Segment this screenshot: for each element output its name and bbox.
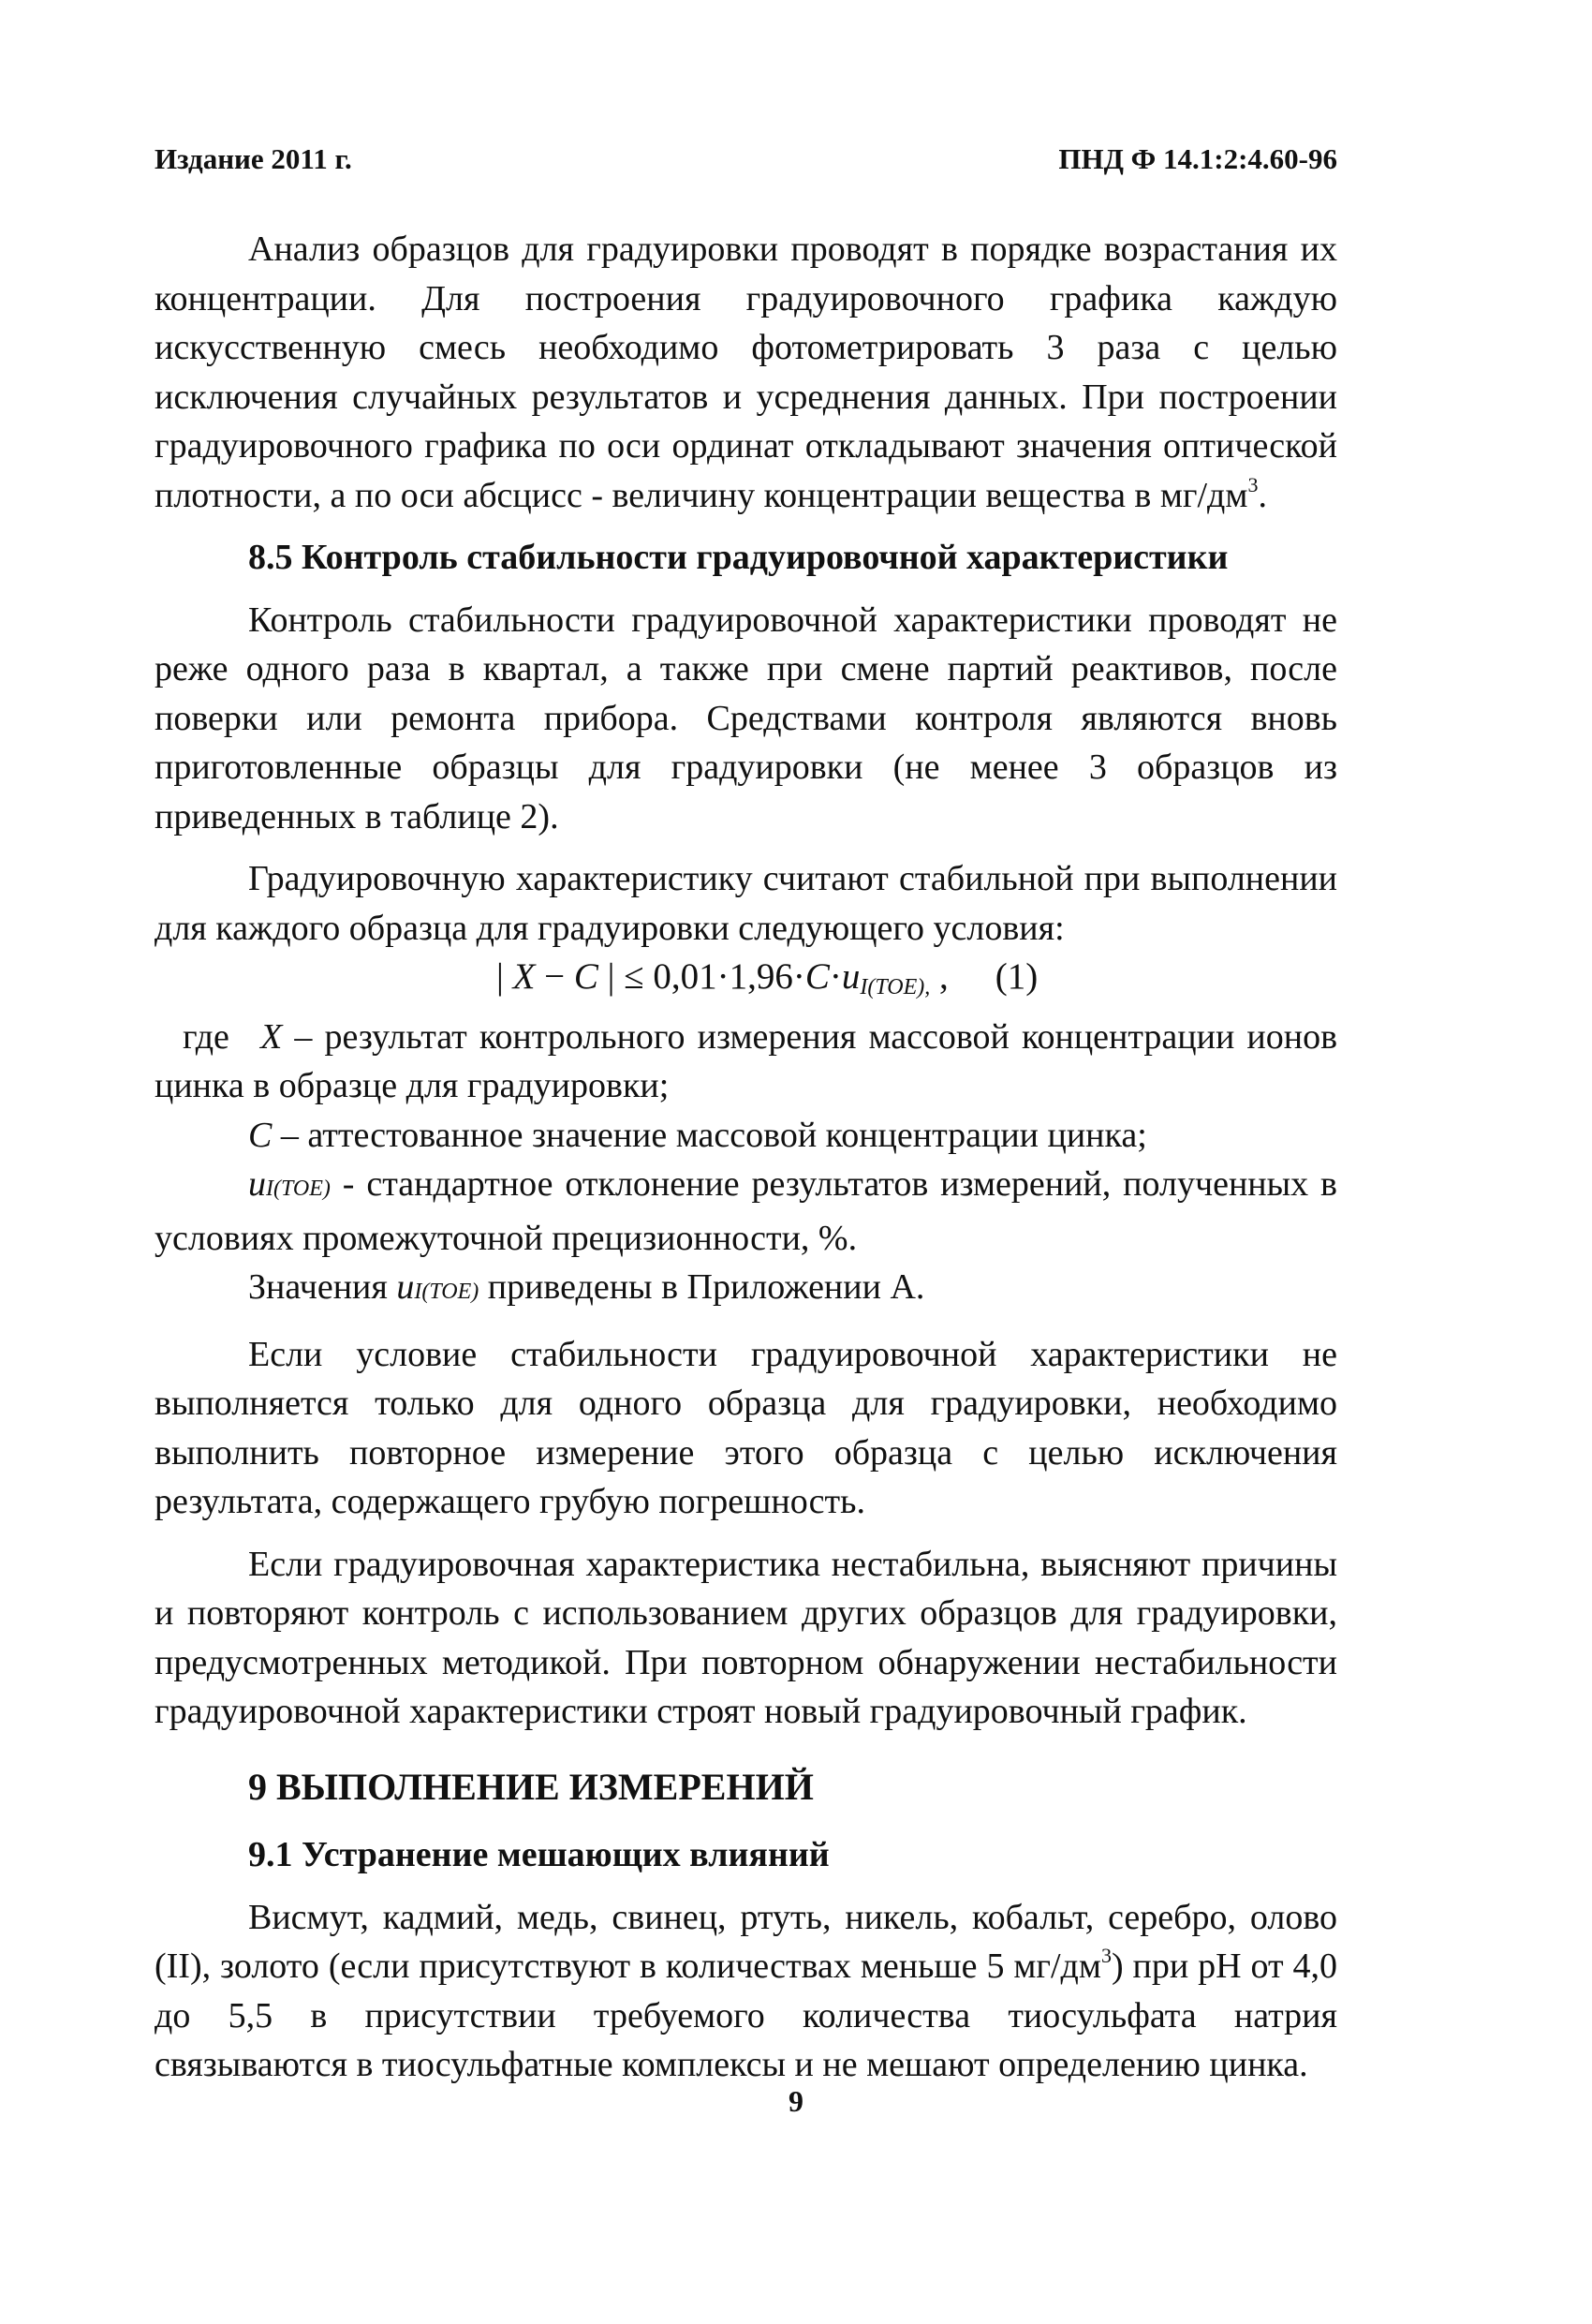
paragraph-analysis: Анализ образцов для градуировки проводят в порядке возрастания их концентрации. Для построения градуировочного графика каждую искусственную смесь необходимо фотометрировать 3 раза с целью исключения случайных результатов и усреднения данных. При построении градуировочного графика по оси ординат откладывают значения оптической плотности, а по оси абсцисс - величину концентрации вещества в $мг/дм^3$.	[155, 229, 1337, 515]
paragraph-values: Значения uI(TOE) приведены в Приложении А.	[248, 1267, 925, 1307]
definition-c: C – аттестованное значение массовой концентрации цинка;	[248, 1115, 1147, 1155]
paragraph-interference: Висмут, кадмий, медь, свинец, ртуть, никель, кобальт, серебро, олово (II), золото (если присутствуют в количествах меньше 5 $мг/дм^3$) при pH от 4,0 до 5,5 в присутствии требуемого количества тиосульфата натрия связываются в тиосульфатные комплексы и не мешают определению цинка.	[155, 1897, 1338, 2084]
paragraph-unstable: Если градуировочная характеристика нестабильна, выясняют причины и повторяют контроль с использованием других образцов для градуировки, предусмотренных методикой. При повторном обнаружении нестабильности градуировочной характеристики строят новый градуировочный график.	[155, 1544, 1337, 1731]
section-9-1-title: 9.1 Устранение мешающих влияний	[248, 1835, 830, 1874]
section-8-5-title: 8.5 Контроль стабильности градуировочной характеристики	[248, 538, 1229, 577]
formula-number: (1)	[995, 956, 1039, 997]
document-code: ПНД Ф 14.1:2:4.60-96	[1058, 142, 1337, 175]
formula-1: | X − C | ≤ $0,01\cdot 1,96\cdot C\cdot u_{I(TOE),}$ , (1)	[155, 953, 1337, 1013]
edition-label: Издание 2011 г.	[155, 142, 352, 175]
document-body	[155, 225, 1337, 2090]
paragraph-control: Контроль стабильности градуировочной характеристики проводят не реже одного раза в квартал, а также при смене партий реактивов, после поверки или ремонта прибора. Средствами контроля являются вновь приготовленные образцы для градуировки (не менее 3 образцов из приведенных в таблице 2).	[155, 600, 1337, 836]
definition-x: где X – результат контрольного измерения массовой концентрации ионов цинка в образце для градуировки;	[155, 1016, 1338, 1105]
definition-u: uI(TOE) - стандартное отклонение результатов измерений, полученных в условиях промежуточной прецизионности, %.	[155, 1164, 1337, 1258]
paragraph-repeat: Если условие стабильности градуировочной характеристики не выполняется только для одного образца для градуировки, необходимо выполнить повторное измерение этого образца с целью исключения результата, содержащего грубую погрешность.	[155, 1334, 1337, 1521]
paragraph-condition: Градуировочную характеристику считают стабильной при выполнении для каждого образца для градуировки следующего условия:	[155, 859, 1337, 948]
page-number: 9	[789, 2084, 803, 2118]
section-9-title: 9 ВЫПОЛНЕНИЕ ИЗМЕРЕНИЙ	[248, 1765, 814, 1808]
